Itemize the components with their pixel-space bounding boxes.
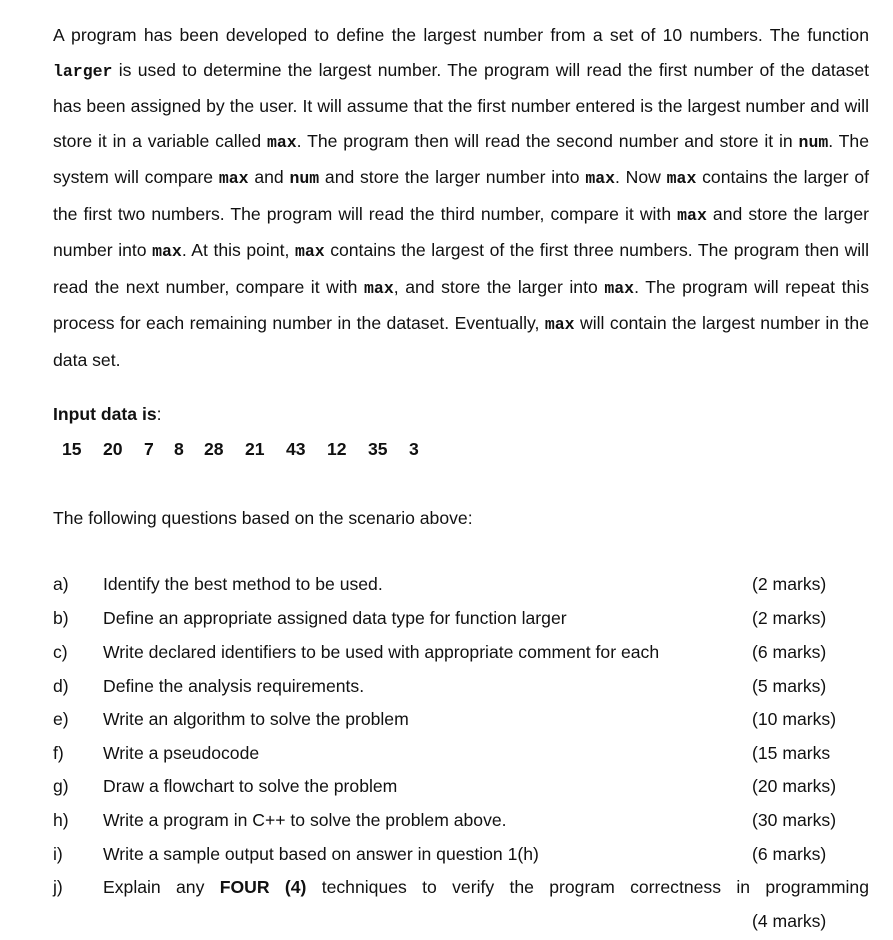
- input-value: 8: [174, 439, 184, 459]
- input-value: 7: [144, 439, 154, 459]
- question-item: [0, 841, 893, 875]
- scenario-paragraph: [53, 18, 869, 377]
- question-item: [0, 807, 893, 841]
- scenario-text: . At this point,: [181, 240, 295, 260]
- code-max: max: [152, 242, 182, 261]
- code-num: num: [289, 169, 320, 188]
- scenario-text: . The program will repeat this process for each remaining number in the dataset. Eventually,: [53, 276, 870, 333]
- question-marks: (15 marks: [752, 743, 831, 763]
- scenario-text: . The program then will read the second number and store it in: [296, 130, 799, 151]
- question-marks: (30 marks): [752, 810, 837, 830]
- question-text: Define the analysis requirements.: [103, 676, 365, 696]
- input-data-colon: :: [156, 404, 162, 424]
- code-max: max: [544, 315, 575, 334]
- question-text: Define an appropriate assigned data type for function larger: [103, 608, 567, 628]
- input-data-values: [62, 436, 419, 462]
- scenario-text: and store the larger number into: [319, 167, 586, 187]
- question-letter: e): [53, 709, 69, 729]
- code-max: max: [677, 205, 707, 225]
- question-item: [0, 639, 893, 673]
- question-letter: j): [53, 877, 63, 897]
- input-data-label: Input data is: [53, 404, 157, 424]
- scenario-text: A program has been developed to define the largest number from a set of 10 numbers. The function: [53, 25, 869, 45]
- input-value: 15: [62, 439, 82, 459]
- code-max: max: [266, 132, 297, 152]
- code-max: max: [604, 278, 635, 298]
- question-letter: g): [53, 776, 69, 796]
- question-letter: i): [53, 844, 63, 864]
- question-letter: f): [53, 743, 64, 763]
- question-marks: (10 marks): [752, 709, 837, 729]
- scenario-text: contains the largest of the first three numbers. The program then will read the next number, compare it with: [53, 240, 869, 297]
- scenario-text: . The system will compare: [53, 130, 869, 187]
- question-letter: b): [53, 608, 69, 628]
- question-item: [0, 874, 893, 940]
- input-value: 20: [103, 439, 123, 459]
- question-text: [103, 874, 869, 900]
- code-num: num: [798, 132, 829, 152]
- question-text: Write declared identifiers to be used with appropriate comment for each: [103, 642, 660, 662]
- question-item: [0, 740, 893, 774]
- question-text: Write a program in C++ to solve the problem above.: [103, 810, 507, 830]
- scenario-text: and: [248, 167, 290, 187]
- scenario-text: , and store the larger into: [393, 276, 605, 297]
- scenario-text: is used to determine the largest number. The program will read the first number of the dataset has been assigned by the user. It will assume that the first number entered is the largest number and will store it in a variable called: [53, 59, 869, 151]
- question-item: [0, 571, 893, 605]
- question-item: [0, 706, 893, 740]
- question-text: Write a sample output based on answer in question 1(h): [103, 844, 539, 864]
- question-letter: d): [53, 676, 69, 696]
- questions-heading: The following questions based on the scenario above:: [53, 508, 473, 528]
- question-marks: (4 marks): [752, 911, 827, 931]
- input-value: 35: [368, 439, 388, 459]
- input-data-heading: [53, 401, 162, 427]
- question-marks: (6 marks): [752, 844, 827, 864]
- question-letter: c): [53, 642, 68, 662]
- question-text-part: Explain any: [103, 877, 220, 897]
- question-item: [0, 773, 893, 807]
- scenario-text: contains the larger of the first two numbers. The program will read the third number, compare it with: [53, 167, 869, 224]
- question-text: Write a pseudocode: [103, 743, 260, 763]
- scenario-text: and store the larger number into: [53, 203, 869, 260]
- code-max: max: [218, 169, 249, 188]
- question-marks: (2 marks): [752, 608, 827, 628]
- code-max: max: [294, 242, 325, 261]
- question-text: Identify the best method to be used.: [103, 574, 383, 594]
- question-marks: (6 marks): [752, 642, 827, 662]
- question-letter: h): [53, 810, 69, 830]
- input-value: 28: [204, 439, 224, 459]
- question-text-part: techniques to verify the program correctness in programming: [306, 877, 869, 897]
- code-max: max: [585, 169, 616, 188]
- code-max: max: [364, 278, 394, 298]
- question-marks: (5 marks): [752, 676, 827, 696]
- code-max: max: [666, 169, 697, 188]
- question-item: [0, 673, 893, 707]
- question-marks: (2 marks): [752, 574, 827, 594]
- input-value: 43: [286, 439, 306, 459]
- input-value: 21: [245, 439, 265, 459]
- question-item: [0, 605, 893, 639]
- question-text: Write an algorithm to solve the problem: [103, 709, 409, 729]
- input-value: 3: [409, 439, 419, 459]
- question-text-emphasis: FOUR (4): [219, 877, 307, 897]
- input-value: 12: [327, 439, 347, 459]
- question-text: Draw a flowchart to solve the problem: [103, 776, 398, 796]
- code-larger: larger: [53, 61, 113, 81]
- scenario-text: . Now: [615, 167, 667, 187]
- scenario-text: will contain the largest number in the data set.: [53, 313, 870, 370]
- question-marks: (20 marks): [752, 776, 837, 796]
- question-letter: a): [53, 574, 69, 594]
